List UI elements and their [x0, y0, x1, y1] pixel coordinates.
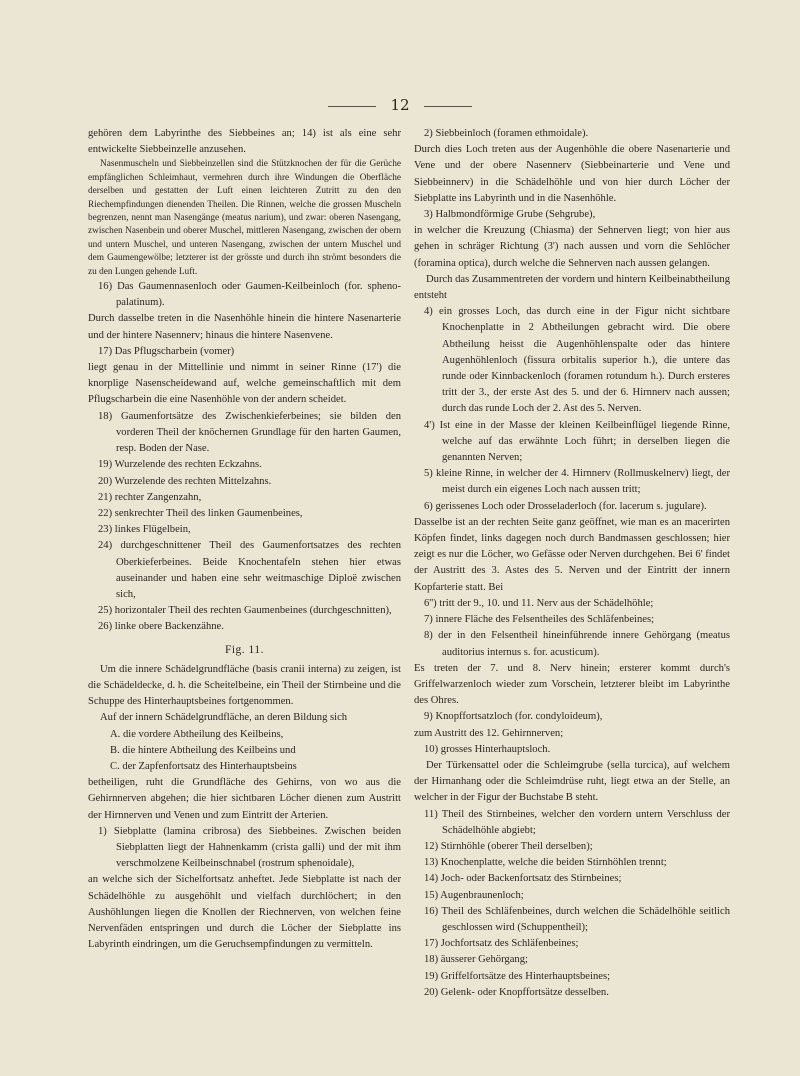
- list-item: 10) grosses Hinterhauptsloch.: [424, 743, 551, 755]
- left-column: [88, 126, 401, 953]
- list-item: 19) Wurzelende des rechten Eckzahns.: [98, 459, 262, 471]
- list-item: 6'') tritt der 9., 10. und 11. Nerv aus der Schädelhöhle;: [424, 597, 654, 609]
- list-item: 17) Jochfortsatz des Schläfenbeines;: [424, 938, 579, 950]
- list-item: 1) Siebplatte (lamina cribrosa) des Siebbeines. Zwischen beiden Siebplatten liegt der Hahnenkamm (crista galli) und der mit ihm verschmolzene Keilbeinschnabel (rostrum sphenoidale),: [98, 825, 401, 870]
- list-item: 26) linke obere Backenzähne.: [98, 621, 224, 633]
- small-paragraph: Nasenmuscheln und Siebbeinzellen sind die Stützknochen der für die Gerüche empfänglichen Schleimhaut, vermehren durch ihre Windungen die Oberfläche derselben und gestatten der Luft einen leichteren Zutritt zu den den Riechempfindungen dienenden Theilen. Die Rinnen, welche die grossen Muscheln begrenzen, nennt man Nasengänge (meatus narium), und zwar: oberen Nasengang, zwischen Nasenbein und oberer Muschel, mittleren Nasengang, zwischen der obern und untern Muschel, und unteren Nasengang, zwischen der untern Muschel und dem Gaumengewölbe; letzterer ist der grösste und durch ihn strömt besonders die zu den Lungen gehende Luft.: [88, 159, 401, 277]
- list-item: A. die vordere Abtheilung des Keilbeins,: [110, 728, 284, 740]
- list-item: 3) Halbmondförmige Grube (Sehgrube),: [424, 209, 596, 221]
- list-item: 22) senkrechter Theil des linken Gaumenbeines,: [98, 507, 303, 519]
- page-number: 12: [390, 96, 410, 114]
- list-item: 18) Gaumenfortsätze des Zwischenkieferbeines; sie bilden den vorderen Theil der knöchernen Grundlage für den harten Gaumen, resp. Boden der Nase.: [98, 410, 401, 455]
- list-item: 11) Theil des Stirnbeines, welcher den vordern untern Verschluss der Schädelhöhle abgiebt;: [424, 808, 730, 836]
- list-item: 13) Knochenplatte, welche die beiden Stirnhöhlen trennt;: [424, 857, 667, 869]
- list-item: 14) Joch- oder Backenfortsatz des Stirnbeines;: [424, 873, 622, 885]
- list-item: 8) der in den Felsentheil hineinführende innere Gehörgang (meatus auditorius internus s. for. acusticum).: [424, 630, 730, 658]
- list-item: 19) Griffelfortsätze des Hinterhauptsbeines;: [424, 970, 611, 982]
- paragraph: Dasselbe ist an der rechten Seite ganz geöffnet, wie man es an macerirten Köpfen findet, links dagegen noch durch Bandmassen geschlossen; hier zeigt es nur die Löcher, wo Gefässe oder Nerven durchgehen. Bei 6' findet der Austritt des 3. Astes des 5. Nerven und der Eintritt der innern Kopfarterie statt. Bei: [414, 516, 730, 593]
- list-item: 16) Das Gaumennasenloch oder Gaumen-Keilbeinloch (for. spheno-palatinum).: [98, 281, 401, 309]
- header-rule-left: [328, 106, 376, 107]
- list-item: 20) Wurzelende des rechten Mittelzahns.: [98, 475, 272, 487]
- list-item: 12) Stirnhöhle (oberer Theil derselben);: [424, 840, 593, 852]
- list-item: 6) gerissenes Loch oder Drosseladerloch (for. lacerum s. jugulare).: [424, 500, 707, 512]
- list-item: 4') Ist eine in der Masse der kleinen Keilbeinflügel liegende Rinne, welche auf das erwähnte Loch führt; in derselben liegen die genannten Nerven;: [424, 419, 730, 464]
- list-item: 9) Knopffortsatzloch (for. condyloideum),: [424, 711, 603, 723]
- paragraph: Auf der innern Schädelgrundfläche, an deren Bildung sich: [100, 712, 348, 724]
- list-item: B. die hintere Abtheilung des Keilbeins und: [110, 744, 296, 756]
- paragraph: Es treten der 7. und 8. Nerv hinein; ersterer kommt durch's Griffelwarzenloch wieder zum Vorschein, letzterer bleibt im Labyrinthe des Ohres.: [414, 662, 730, 707]
- list-item: 18) äusserer Gehörgang;: [424, 954, 528, 966]
- paragraph: zum Austritt des 12. Gehirnnerven;: [414, 727, 564, 739]
- list-item: 7) innere Fläche des Felsentheiles des Schläfenbeines;: [424, 614, 655, 626]
- paragraph: Der Türkensattel oder die Schleimgrube (sella turcica), auf welchem der Hirnanhang oder die Schleimdrüse ruht, liegt etwa an der Stelle, an welcher in der Figur der Buchstabe B steht.: [414, 759, 730, 804]
- figure-label: Fig. 11.: [224, 643, 265, 656]
- paragraph: Durch das Zusammentreten der vordern und hintern Keilbeinabtheilung entsteht: [414, 273, 730, 302]
- list-item: 5) kleine Rinne, in welcher der 4. Hirnnerv (Rollmuskelnerv) liegt, der meist durch ein eigenes Loch nach aussen tritt;: [424, 468, 730, 496]
- paragraph: Durch dies Loch treten aus der Augenhöhle die obere Nasenarterie und Vene und der obere Nasennerv (Siebbeinarterie und Vene und Siebbeinnerv) in die Schädelhöhle und von hier durch Löcher der Siebplatte ins Labyrinth und in die Nasenhöhle.: [414, 144, 730, 204]
- list-item: 23) linkes Flügelbein,: [98, 524, 191, 536]
- list-item: 21) rechter Zangenzahn,: [98, 491, 202, 503]
- list-item: 16) Theil des Schläfenbeines, durch welchen die Schädelhöhle seitlich geschlossen wird (Schuppentheil);: [424, 905, 730, 933]
- paragraph: betheiligen, ruht die Grundfläche des Gehirns, von wo aus die Gehirnnerven abgehen; die hier sichtbaren Löcher dienen zum Austritt der Hirnnerven und Venen und zum Eintritt der Arterien.: [88, 777, 401, 821]
- list-item: 25) horizontaler Theil des rechten Gaumenbeines (durchgeschnitten),: [98, 605, 392, 617]
- paragraph: an welche sich der Sichelfortsatz anheftet. Jede Siebplatte ist nach der Schädelhöhle zu ausgehöhlt und vielfach durchlöchert; in den Aushöhlungen liegen die Knollen der Riechnerven, von welchen feine Nervenfäden entspringen und durch die Löcher der Siebplatte ins Labyrinth eindringen, um die Geruchsempfindungen zu vermitteln.: [88, 874, 401, 951]
- page-header: [0, 96, 800, 114]
- paragraph: Durch dasselbe treten in die Nasenhöhle hinein die hintere Nasenarterie und der hintere Nasennerv; hinaus die hintere Nasenvene.: [88, 313, 401, 341]
- paragraph: liegt genau in der Mittellinie und nimmt in seiner Rinne (17') die knorplige Nasenscheidewand auf, welche gemeinschaftlich mit dem Pflugscharbein die eine Nasenhöhle von der andern scheidet.: [88, 362, 401, 406]
- paragraph: Um die innere Schädelgrundfläche (basis cranii interna) zu zeigen, ist die Schädeldecke, d. h. die Scheitelbeine, ein Theil der Stirnbeine und die Schuppe des Hinterhauptsbeines fortgenommen.: [88, 663, 401, 708]
- list-item: 20) Gelenk- oder Knopffortsätze desselben.: [424, 986, 609, 998]
- list-item: 24) durchgeschnittener Theil des Gaumenfortsatzes des rechten Oberkieferbeines. Beide Knochentafeln stehen hier etwas auseinander und haben eine sehr weitmaschige Diploë zwischen sich,: [98, 540, 401, 600]
- list-item: 4) ein grosses Loch, das durch eine in der Figur nicht sichtbare Knochenplatte in 2 Abtheilungen gebracht wird. Die obere Abtheilung heisst die Augenhöhlenspalte oder das hintere Augenhöhlenloch (fissura orbitalis superior h.), die untere das runde oder Kinnbackenloch (foramen rotundum h.). Durch ersteres tritt der 3., der erste Ast des 5. und der 6. Hirnnerv nach aussen; durch das runde Loch der 2. Ast des 5. Nerven.: [424, 306, 730, 415]
- list-item: 15) Augenbraunenloch;: [424, 889, 524, 901]
- right-column: [414, 126, 730, 1001]
- list-item: C. der Zapfenfortsatz des Hinterhauptsbeins: [110, 760, 297, 772]
- list-item: 17) Das Pflugscharbein (vomer): [98, 345, 235, 357]
- list-item: 2) Siebbeinloch (foramen ethmoidale).: [424, 128, 589, 139]
- header-rule-right: [424, 106, 472, 107]
- paragraph: gehören dem Labyrinthe des Siebbeines an; 14) ist als eine sehr entwickelte Siebbeinzelle anzusehen.: [88, 128, 401, 156]
- paragraph: in welcher die Kreuzung (Chiasma) der Sehnerven liegt; von hier aus gehen in schräger Richtung (3') nach aussen und vorn die Sehlöcher (foramina optica), durch welche die Sehnerven nach aussen gelangen.: [414, 225, 730, 269]
